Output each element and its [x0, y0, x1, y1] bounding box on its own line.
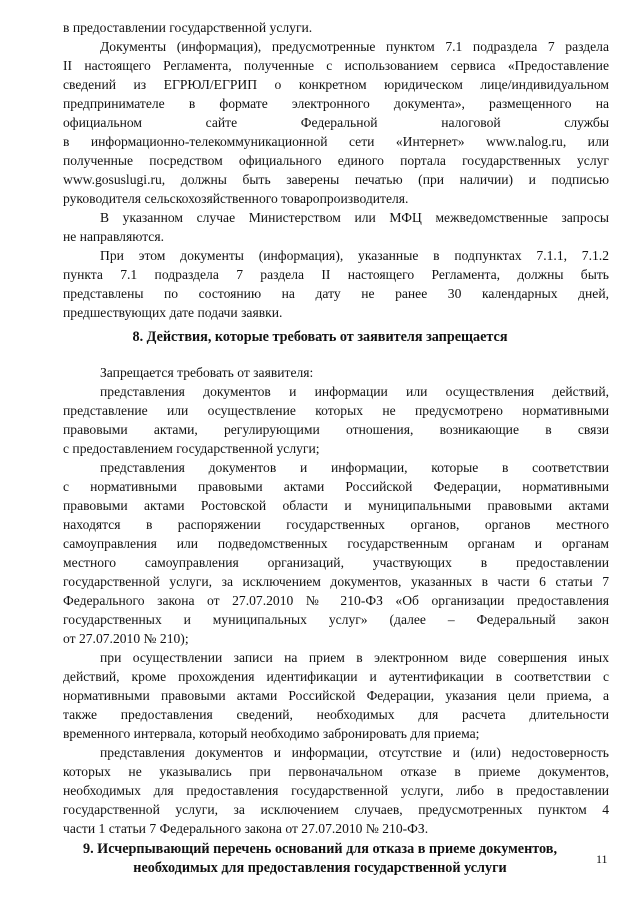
text-line: представления документов и информации, которые в соответствии [100, 460, 609, 475]
text-line: полученные посредством официального единого портала государственных услуг [63, 153, 609, 168]
text-line: предшествующих дате подачи заявки. [63, 305, 283, 320]
text-line: государственной услуги, за исключением документов, указанных в части 6 статьи 7 [63, 574, 609, 589]
text-line: представление или осуществление которых не предусмотрено нормативными [63, 403, 609, 418]
text-line: действий, кроме прохождения идентификации и аутентификации в соответствии с [63, 669, 609, 684]
text-line: представления документов и информации, отсутствие и (или) недостоверность [100, 745, 609, 760]
text-line: с нормативными правовыми актами Российской Федерации, нормативными [63, 479, 609, 494]
text-line: не направляются. [63, 229, 164, 244]
page-number: 11 [596, 852, 608, 866]
text-line: временного интервала, который необходимо забронировать для приема; [63, 726, 480, 741]
text-line: местного самоуправления организаций, участвующих в предоставлении [63, 555, 609, 570]
text-line: государственных и муниципальных услуг» (далее – Федеральный закон [63, 612, 609, 627]
text-line: Документы (информация), предусмотренные пунктом 7.1 подраздела 7 раздела [100, 39, 609, 54]
text-line: При этом документы (информация), указанные в подпунктах 7.1.1, 7.1.2 [100, 248, 609, 263]
text-line: правовыми актами Ростовской области и муниципальными правовыми актами [63, 498, 609, 513]
text-line: с предоставлением государственной услуги; [63, 441, 320, 456]
text-line: сведений из ЕГРЮЛ/ЕГРИП о конкретном юридическом лице/индивидуальном [63, 77, 609, 92]
text-line: В указанном случае Министерством или МФЦ межведомственные запросы [100, 210, 609, 225]
text-line: которых не указывались при первоначальном отказе в приеме документов, [63, 764, 609, 779]
section-9-heading-line-2: необходимых для предоставления государственной услуги [133, 860, 507, 876]
text-line: государственной услуги, за исключением случаев, предусмотренных пунктом 4 [63, 802, 609, 817]
section-9-heading-line-1: 9. Исчерпывающий перечень оснований для отказа в приеме документов, [82, 841, 557, 857]
text-line: Федерального закона от 27.07.2010 № 210-ФЗ «Об организации предоставления [63, 593, 609, 608]
text-line: также предоставления сведений, необходимых для расчета длительности [63, 707, 609, 722]
text-line: представлены по состоянию на дату не ранее 30 календарных дней, [63, 286, 609, 301]
text-line: руководителя сельскохозяйственного товаропроизводителя. [63, 191, 409, 206]
section-8-heading: 8. Действия, которые требовать от заявителя запрещается [132, 329, 508, 345]
text-line: части 1 статьи 7 Федерального закона от 27.07.2010 № 210-ФЗ. [63, 821, 429, 836]
text-line: необходимых для предоставления государственной услуги, либо в предоставлении [63, 783, 609, 798]
text-line: представления документов и информации или осуществления действий, [100, 384, 609, 399]
text-line: при осуществлении записи на прием в электронном виде совершения иных [100, 650, 609, 665]
text-line: от 27.07.2010 № 210); [63, 631, 189, 646]
text-line: Запрещается требовать от заявителя: [100, 365, 314, 380]
text-line: находятся в распоряжении государственных органов, органов местного [63, 517, 609, 532]
text-line: самоуправления или подведомственных государственным органам и органам [63, 536, 609, 551]
text-line: пункта 7.1 подраздела 7 раздела II настоящего Регламента, должны быть [63, 267, 609, 282]
text-line: II настоящего Регламента, полученные с использованием сервиса «Предоставление [63, 58, 609, 73]
text-line: нормативными правовыми актами Российской Федерации, указания цели приема, а [63, 688, 609, 703]
text-line: официальном сайте Федеральной налоговой службы [63, 115, 609, 130]
text-line: в предоставлении государственной услуги. [63, 20, 313, 35]
text-line: в информационно-телекоммуникационной сети «Интернет» www.nalog.ru, или [63, 134, 609, 149]
text-line: правовыми актами, регулирующими отношения, возникающие в связи [63, 422, 609, 437]
text-line: предпринимателе в формате электронного документа», размещенного на [63, 96, 609, 111]
text-line: www.gosuslugi.ru, должны быть заверены печатью (при наличии) и подписью [63, 172, 609, 187]
